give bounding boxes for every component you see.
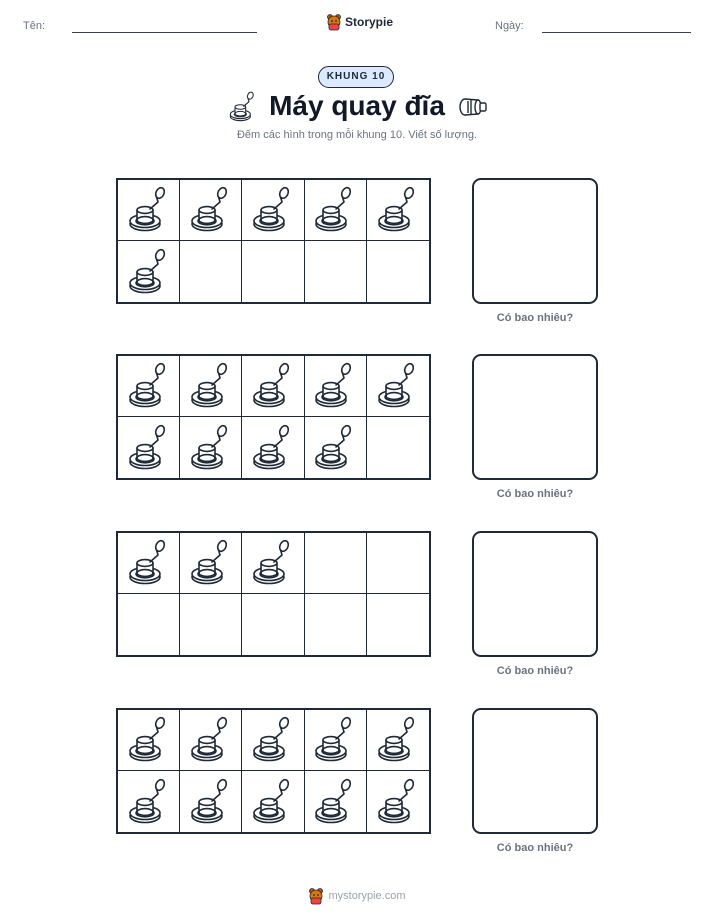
ten-frame-cell <box>118 594 180 655</box>
ten-frame-cell <box>180 180 242 241</box>
answer-box[interactable] <box>472 531 598 657</box>
ten-frame-cell <box>180 533 242 594</box>
ten-frame-cell <box>180 594 242 655</box>
turntable-icon <box>252 716 294 764</box>
answer-label: Có bao nhiêu? <box>496 312 574 324</box>
footer <box>0 887 714 905</box>
turntable-icon <box>128 248 170 296</box>
ten-frame-cell <box>305 241 367 302</box>
brand-name: Storypie <box>345 15 394 29</box>
turntable-icon <box>377 778 419 826</box>
turntable-icon <box>252 186 294 234</box>
ten-frame-cell <box>305 180 367 241</box>
turntable-icon <box>252 778 294 826</box>
ten-frame-cell <box>118 356 180 417</box>
turntable-icon <box>314 424 356 472</box>
ten-frame-cell <box>305 710 367 771</box>
ten-frame-cell <box>367 356 429 417</box>
answer-box[interactable] <box>472 178 598 304</box>
ten-frame-cell <box>180 771 242 832</box>
answer-label: Có bao nhiêu? <box>496 488 574 500</box>
turntable-icon <box>128 539 170 587</box>
ten-frame-cell <box>242 771 304 832</box>
ten-frame-cell <box>242 594 304 655</box>
ten-frame <box>116 531 431 657</box>
ten-frame-cell <box>367 771 429 832</box>
ten-frame-cell <box>118 771 180 832</box>
ten-frame-cell <box>242 180 304 241</box>
footer-url[interactable]: mystorypie.com <box>328 890 406 902</box>
ten-frame-cell <box>305 417 367 478</box>
ten-frame-cell <box>305 594 367 655</box>
ten-frame-cell <box>118 417 180 478</box>
turntable-icon <box>190 778 232 826</box>
turntable-icon <box>252 539 294 587</box>
turntable-icon <box>128 362 170 410</box>
date-line[interactable] <box>542 32 691 33</box>
ten-frame-cell <box>180 710 242 771</box>
answer-box[interactable] <box>472 708 598 834</box>
turntable-icon <box>128 716 170 764</box>
ten-frame-cell <box>180 241 242 302</box>
turntable-icon <box>190 362 232 410</box>
ten-frame-cell <box>367 710 429 771</box>
ten-frame-cell <box>242 241 304 302</box>
ten-frame-cell <box>118 241 180 302</box>
ten-frame-cell <box>242 710 304 771</box>
answer-box[interactable] <box>472 354 598 480</box>
ten-frame-cell <box>305 356 367 417</box>
turntable-icon <box>128 186 170 234</box>
turntable-icon <box>190 186 232 234</box>
ten-frame <box>116 708 431 834</box>
turntable-icon <box>252 424 294 472</box>
ten-frame-cell <box>242 356 304 417</box>
ten-frame-cell <box>305 771 367 832</box>
ten-frame-cell <box>367 594 429 655</box>
ten-frame-badge: KHUNG 10 <box>318 66 394 88</box>
turntable-icon <box>314 716 356 764</box>
ten-frame-cell <box>367 417 429 478</box>
turntable-icon <box>128 424 170 472</box>
turntable-icon <box>252 362 294 410</box>
turntable-side-icon <box>456 96 488 118</box>
ten-frame-cell <box>367 180 429 241</box>
answer-label: Có bao nhiêu? <box>496 665 574 677</box>
turntable-icon <box>377 186 419 234</box>
ten-frame <box>116 178 431 304</box>
ten-frame-cell <box>118 710 180 771</box>
ten-frame-cell <box>118 533 180 594</box>
ten-frame-cell <box>242 533 304 594</box>
turntable-icon <box>314 778 356 826</box>
ten-frame-cell <box>118 180 180 241</box>
name-label: Tên: <box>23 20 46 32</box>
turntable-icon <box>128 778 170 826</box>
turntable-icon <box>377 716 419 764</box>
storypie-mascot-icon <box>308 887 324 905</box>
instructions: Đếm các hình trong mỗi khung 10. Viết số lượng. <box>236 129 477 141</box>
ten-frame <box>116 354 431 480</box>
turntable-icon <box>377 362 419 410</box>
ten-frame-cell <box>367 533 429 594</box>
brand <box>326 12 393 32</box>
ten-frame-cell <box>242 417 304 478</box>
ten-frame-cell <box>180 417 242 478</box>
page-title: Máy quay đĩa <box>269 90 445 121</box>
turntable-icon <box>314 186 356 234</box>
date-label: Ngày: <box>495 20 524 32</box>
turntable-icon <box>314 362 356 410</box>
answer-label: Có bao nhiêu? <box>496 842 574 854</box>
turntable-icon <box>190 424 232 472</box>
name-line[interactable] <box>72 32 257 33</box>
turntable-icon <box>190 539 232 587</box>
storypie-mascot-icon <box>326 13 342 31</box>
ten-frame-cell <box>180 356 242 417</box>
ten-frame-cell <box>367 241 429 302</box>
turntable-icon <box>190 716 232 764</box>
ten-frame-cell <box>305 533 367 594</box>
